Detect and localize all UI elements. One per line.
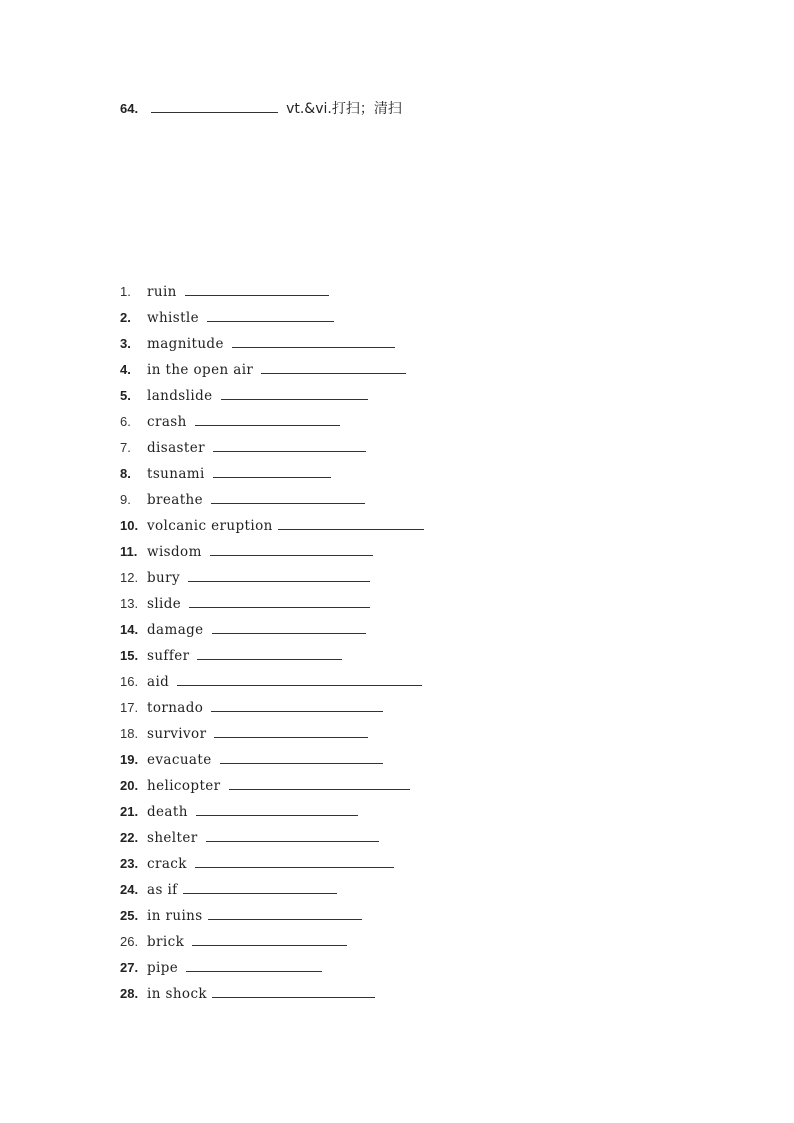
list-item: [120, 310, 424, 336]
list-item: [120, 674, 424, 700]
answer-blank[interactable]: [210, 544, 373, 556]
item-word: magnitude: [147, 336, 224, 352]
answer-blank[interactable]: [188, 570, 370, 582]
item-number: 16.: [120, 674, 139, 689]
list-item: [120, 414, 424, 440]
item-word: helicopter: [147, 778, 221, 794]
answer-blank[interactable]: [185, 284, 329, 296]
list-item: [120, 830, 424, 856]
list-item: [120, 752, 424, 778]
item-number: 28.: [120, 986, 139, 1001]
item-number: 11.: [120, 544, 138, 559]
item-word: breathe: [147, 492, 204, 508]
list-item: [120, 804, 424, 830]
item-number: 26.: [120, 934, 139, 949]
item-word: evacuate: [147, 752, 212, 768]
item-word: landslide: [147, 388, 213, 404]
item-number: 12.: [120, 570, 139, 585]
answer-blank[interactable]: [213, 440, 366, 452]
item-number: 1.: [120, 284, 131, 299]
item-number: 18.: [120, 726, 139, 741]
item-word: damage: [147, 622, 204, 638]
list-item: [120, 440, 424, 466]
answer-blank[interactable]: [213, 466, 331, 478]
answer-blank[interactable]: [208, 908, 362, 920]
answer-blank[interactable]: [229, 778, 410, 790]
item-number: 3.: [120, 336, 131, 351]
item-number: 20.: [120, 778, 139, 793]
item-word: aid: [147, 674, 170, 690]
answer-blank[interactable]: [186, 960, 322, 972]
item-word: survivor: [147, 726, 207, 742]
list-item: [120, 726, 424, 752]
item-word: ruin: [147, 284, 177, 300]
answer-blank[interactable]: [211, 492, 365, 504]
question-64: [120, 98, 402, 118]
question-number: 64.: [120, 101, 139, 116]
answer-blank[interactable]: [195, 856, 394, 868]
answer-blank[interactable]: [151, 100, 278, 113]
list-item: [120, 388, 424, 414]
answer-blank[interactable]: [197, 648, 342, 660]
list-item: [120, 986, 424, 1012]
item-number: 27.: [120, 960, 139, 975]
item-word: crack: [147, 856, 187, 872]
list-item: [120, 934, 424, 960]
list-item: [120, 622, 424, 648]
list-item: [120, 518, 424, 544]
answer-blank[interactable]: [232, 336, 395, 348]
item-number: 19.: [120, 752, 139, 767]
item-number: 13.: [120, 596, 139, 611]
answer-blank[interactable]: [220, 752, 383, 764]
item-word: tornado: [147, 700, 204, 716]
list-item: [120, 908, 424, 934]
item-word: wisdom: [147, 544, 202, 560]
list-item: [120, 336, 424, 362]
list-item: [120, 466, 424, 492]
list-item: [120, 544, 424, 570]
list-item: [120, 596, 424, 622]
item-number: 8.: [120, 466, 131, 481]
item-word: whistle: [147, 310, 200, 326]
answer-blank[interactable]: [207, 310, 334, 322]
answer-blank[interactable]: [177, 674, 422, 686]
answer-blank[interactable]: [212, 986, 375, 998]
item-number: 14.: [120, 622, 139, 637]
item-number: 17.: [120, 700, 139, 715]
item-word: pipe: [147, 960, 179, 976]
answer-blank[interactable]: [212, 622, 366, 634]
item-number: 23.: [120, 856, 139, 871]
item-word: in shock: [147, 986, 207, 1002]
item-word: in the open air: [147, 362, 254, 378]
item-number: 15.: [120, 648, 139, 663]
vocabulary-list: [120, 284, 424, 1012]
item-word: death: [147, 804, 188, 820]
item-number: 9.: [120, 492, 131, 507]
list-item: [120, 492, 424, 518]
item-number: 24.: [120, 882, 139, 897]
answer-blank[interactable]: [214, 726, 368, 738]
item-number: 25.: [120, 908, 139, 923]
list-item: [120, 882, 424, 908]
item-number: 22.: [120, 830, 139, 845]
item-word: disaster: [147, 440, 205, 456]
question-definition: vt.&vi.打扫；清扫: [286, 101, 402, 117]
item-number: 7.: [120, 440, 131, 455]
list-item: [120, 648, 424, 674]
answer-blank[interactable]: [278, 518, 424, 530]
item-word: bury: [147, 570, 181, 586]
answer-blank[interactable]: [211, 700, 383, 712]
answer-blank[interactable]: [261, 362, 406, 374]
item-word: brick: [147, 934, 185, 950]
answer-blank[interactable]: [183, 882, 337, 894]
item-number: 4.: [120, 362, 131, 377]
item-word: as if: [147, 882, 178, 898]
answer-blank[interactable]: [195, 414, 340, 426]
list-item: [120, 284, 424, 310]
item-number: 2.: [120, 310, 131, 325]
item-number: 6.: [120, 414, 131, 429]
answer-blank[interactable]: [206, 830, 379, 842]
item-word: crash: [147, 414, 187, 430]
item-word: tsunami: [147, 466, 205, 482]
list-item: [120, 960, 424, 986]
answer-blank[interactable]: [192, 934, 347, 946]
item-number: 5.: [120, 388, 131, 403]
answer-blank[interactable]: [196, 804, 358, 816]
item-number: 21.: [120, 804, 139, 819]
list-item: [120, 856, 424, 882]
answer-blank[interactable]: [189, 596, 370, 608]
item-word: shelter: [147, 830, 198, 846]
item-word: in ruins: [147, 908, 203, 924]
item-number: 10.: [120, 518, 139, 533]
item-word: slide: [147, 596, 182, 612]
list-item: [120, 778, 424, 804]
item-word: suffer: [147, 648, 190, 664]
answer-blank[interactable]: [221, 388, 368, 400]
list-item: [120, 700, 424, 726]
list-item: [120, 570, 424, 596]
item-word: volcanic eruption: [147, 518, 273, 534]
list-item: [120, 362, 424, 388]
